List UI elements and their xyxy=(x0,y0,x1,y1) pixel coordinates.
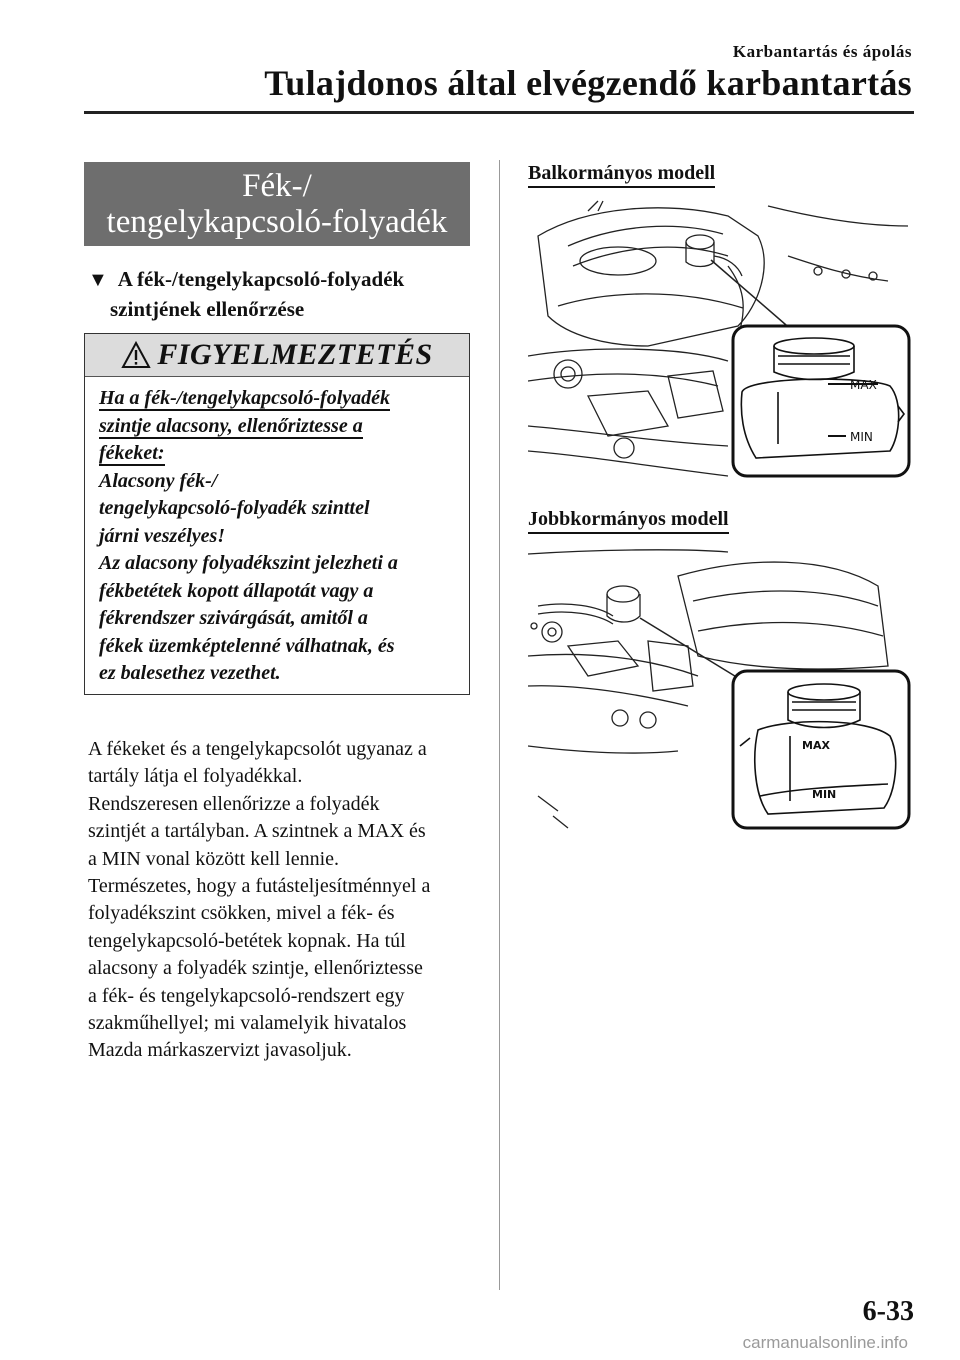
watermark: carmanualsonline.info xyxy=(742,1333,908,1352)
header-rule xyxy=(84,111,914,114)
body-line: folyadékszint csökken, mivel a fék- és xyxy=(88,902,395,925)
warning-line: Ha a fék-/tengelykapcsoló-folyadék xyxy=(99,387,391,409)
warning-line: Alacsony fék-/ xyxy=(99,469,218,492)
page-title: Tulajdonos által elvégzendő karbantartás xyxy=(264,63,912,103)
column-divider xyxy=(499,160,500,1290)
body-paragraph xyxy=(88,736,478,1065)
body-line: szintjét a tartályban. A szintnek a MAX és xyxy=(88,820,426,843)
triangle-bullet-icon: ▼ xyxy=(88,269,108,291)
rhd-figure-label: Jobbkormányos modell xyxy=(528,508,729,531)
warning-box xyxy=(84,333,470,695)
lhd-figure-label: Balkormányos modell xyxy=(528,162,715,185)
lhd-min-label: MIN xyxy=(850,430,873,444)
section-title-line2: tengelykapcsoló-folyadék xyxy=(106,204,448,240)
warning-triangle-icon xyxy=(121,341,151,369)
warning-line: ez balesethez vezethet. xyxy=(99,662,281,684)
body-line: tengelykapcsoló-betétek kopnak. Ha túl xyxy=(88,929,406,952)
warning-line: szintje alacsony, ellenőriztesse a xyxy=(99,414,363,437)
warning-line: Az alacsony folyadékszint jelezheti a xyxy=(99,552,398,574)
body-line: A fékeket és a tengelykapcsolót ugyanaz a xyxy=(88,738,427,760)
body-line: Mazda márkaszervizt javasoljuk. xyxy=(88,1039,352,1062)
warning-header xyxy=(85,334,469,377)
warning-title: FIGYELMEZTETÉS xyxy=(157,338,433,371)
body-line: alacsony a folyadék szintje, ellenőriztesse xyxy=(88,957,423,980)
section-title-box xyxy=(84,162,470,246)
heading-line1: A fék-/tengelykapcsoló-folyadék xyxy=(117,267,405,291)
subsection-heading xyxy=(88,265,468,324)
body-line: szakműhellyel; mi valamelyik hivatalos xyxy=(88,1012,407,1035)
warning-line: tengelykapcsoló-folyadék szinttel xyxy=(99,497,370,519)
warning-line: járni veszélyes! xyxy=(99,524,226,547)
body-line: a MIN vonal között kell lennie. xyxy=(88,847,340,870)
body-line: Rendszeresen ellenőrizze a folyadék xyxy=(88,792,380,815)
section-subtitle: Karbantartás és ápolás xyxy=(732,42,912,61)
page-number: 6-33 xyxy=(862,1296,914,1327)
body-line: tartály látja el folyadékkal. xyxy=(88,765,303,788)
body-line: Természetes, hogy a futásteljesítménnyel a xyxy=(88,875,431,898)
rhd-min-label: MIN xyxy=(812,788,837,801)
rhd-max-label: MAX xyxy=(802,739,830,752)
lhd-engine-figure xyxy=(528,196,914,482)
heading-line2: szintjének ellenőrzése xyxy=(110,297,305,321)
warning-line: fékbetétek kopott állapotát vagy a xyxy=(99,579,374,602)
lhd-max-label: MAX xyxy=(850,378,877,392)
body-line: a fék- és tengelykapcsoló-rendszert egy xyxy=(88,984,405,1007)
section-title-line1: Fék-/ xyxy=(242,168,312,204)
warning-line: fékeket: xyxy=(99,442,165,464)
warning-line: fékek üzemképtelenné válhatnak, és xyxy=(99,634,395,657)
warning-text xyxy=(85,377,469,688)
warning-line: fékrendszer szivárgását, amitől a xyxy=(99,607,368,629)
rhd-engine-figure xyxy=(528,546,914,832)
